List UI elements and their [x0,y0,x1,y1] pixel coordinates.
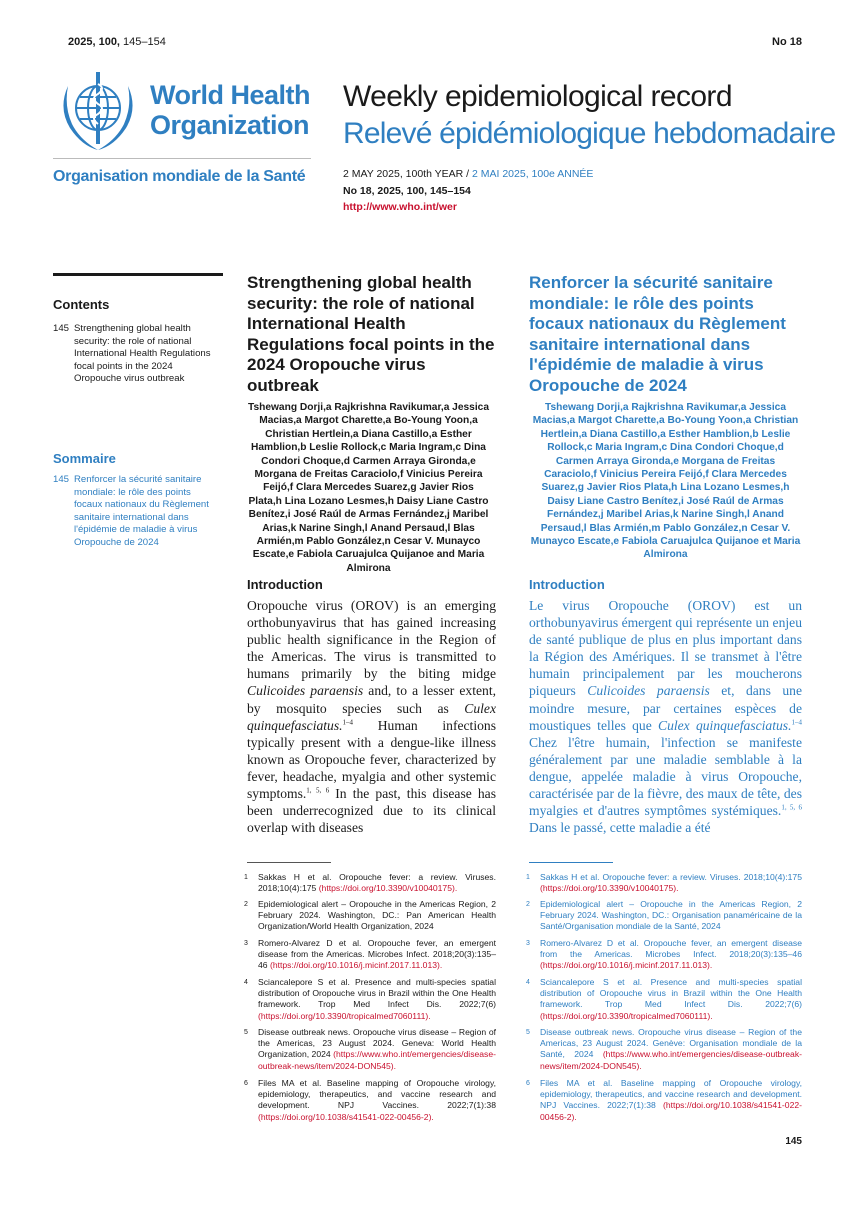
species-name: Culicoides paraensis [247,683,364,699]
footnote-text: Sakkas H et al. Oropouche fever: a review. Viruses. 2018;10(4):175 [258,872,496,894]
body-text: In the past, this disease has been underrecognized due to its clinical overlap with diseases [247,786,496,836]
footnote-number: 3 [526,940,530,947]
footnote-link[interactable]: (https://doi.org/10.1038/s41541-022-00456-2). [258,1111,434,1122]
sommaire-item-text: Renforcer la sécurité sanitaire mondiale: le rôle des points focaux nationaux du Règlement sanitaire international dans l'épidémie de maladie à virus Oropouche de 2024 [74,474,209,548]
footnote-text: Epidemiological alert – Oropouche in the Americas Region, 2 February 2024. Washington, DC.: Organisation panaméricaine de la Santé/Organisation mondiale de la Santé, 2024 [540,899,802,932]
footnote-link[interactable]: (https://doi.org/10.1016/j.micinf.2017.11.013). [540,960,713,971]
who-divider [53,158,311,159]
footnote-number: 6 [244,1080,248,1087]
footnote-text: Disease outbreak news. Oropouche virus disease – Region of the Americas, 23 August 2024. Geneva: World Health Organization, 2024 [258,1027,496,1060]
footnote-text: Romero-Alvarez D et al. Oropouche fever, an emergent disease from the Americas. Microbes Infect. 2018;20(3):135–46 [540,938,802,960]
footnote-link[interactable]: (https://www.who.int/emergencies/disease-outbreak-news/item/2024-DON545). [540,1049,802,1071]
footnote-text: Disease outbreak news. Oropouche virus disease – Region of the Americas, 23 August 2024. Genève: Organisation mondiale de la Santé, 2024 [540,1027,802,1060]
issue-info-left [68,36,166,48]
footnote [526,1027,802,1072]
sommaire-title: Sommaire [53,451,116,466]
footnote-rule-en [247,862,331,863]
footnote-link[interactable]: (https://www.who.int/emergencies/disease-outbreak-news/item/2024-DON545). [258,1049,496,1071]
body-text: Chez l'être humain, l'infection se manifeste généralement par une maladie semblable à la dengue, appelée maladie à virus Oropouche, caractérisée par de la fièvre, des maux de tête, des myalgies et d'autres symptômes systémiques. [529,734,802,819]
intro-body-en [247,597,496,836]
citation-ref: 1–4 [342,718,354,727]
section-heading-en: Introduction [247,577,323,592]
body-text: Human infections typically present with a dengue-like illness known as Oropouche fever, characterized by fever, headache, myalgia and other systemic symptoms. [247,717,496,802]
section-heading-fr: Introduction [529,577,605,592]
sommaire-item[interactable] [53,474,215,550]
who-name-line2: Organization [150,110,310,140]
contents-item[interactable] [53,323,213,386]
record-title-fr: Relevé épidémiologique hebdomadaire [343,117,836,150]
footnote [244,977,496,1022]
who-name-line1: World Health [150,80,311,110]
footnote [526,938,802,972]
footnote [244,1078,496,1123]
footnote-link[interactable]: (https://doi.org/10.3390/tropicalmed7060111). [258,1010,431,1021]
footnote [244,938,496,972]
species-name: Culicoides paraensis [587,683,710,699]
footnote [526,872,802,894]
contents-item-page: 145 [53,323,70,334]
record-issue: No 18, 2025, 100, 145–154 [343,185,471,197]
footnote [526,1078,802,1123]
record-url-link[interactable]: http://www.who.int/wer [343,201,457,213]
citation-ref: 1–4 [791,718,802,727]
intro-body-fr [529,597,802,836]
authors-en: Tshewang Dorji,a Rajkrishna Ravikumar,a Jessica Macias,a Margot Charette,a Bo-Young Yoon,a Christian Hertlein,a Diana Castillo,a Esther Hamblion,b Leslie Rollock,c Maria Ingram,c Dina Condori Choque,d Carmen Arraya Gironda,e Morgana de Freitas Caraciolo,f Vinicius Pereira Feijó,f Clara Mercedes Suarez,g Javier Rios Plata,h Lina Lozano Lesmes,h Daisy Liane Castro Benítez,i José Raúl de Armas Fernández,j Maribel Arias,k Narine Singh,l Anand Persaud,l Blas Armién,m Pablo González,n Cesar V. Munayco Escate,e Fabiola Caruajulca Quijanoe and Maria Almirona [247,402,490,574]
footnote-number: 2 [526,901,530,908]
article-title-fr: Renforcer la sécurité sanitaire mondiale: le rôle des points focaux nationaux du Règlement sanitaire international dans l'épidémie de maladie à virus Oropouche de 2024 [529,273,786,395]
footnote-number: 1 [244,874,248,881]
footnote-number: 5 [526,1029,530,1036]
issue-number: No 18 [772,36,802,48]
footnote [244,1027,496,1072]
body-text: Oropouche virus (OROV) is an emerging orthobunyavirus that has gained increasing public health significance in the Region of the Americas. The virus is transmitted to humans primarily by the biting midge [247,598,496,682]
record-title-en: Weekly epidemiological record [343,80,732,113]
footnote-text: Epidemiological alert – Oropouche in the Americas Region, 2 February 2024. Washington, DC.: Pan American Health Organization/World Health Organization, 2024 [258,899,496,932]
species-name: Culex quinquefasciatus. [658,717,792,733]
footnote-number: 6 [526,1080,530,1087]
citation-ref: 1, 5, 6 [781,803,803,812]
footnote-number: 2 [244,901,248,908]
contents-title: Contents [53,297,110,312]
citation-ref: 1, 5, 6 [306,786,330,795]
body-text: and, to a lesser extent, by mosquito species such as [247,683,496,716]
footnote-link[interactable]: (https://doi.org/10.3390/tropicalmed7060111). [540,1010,713,1021]
footnote-number: 4 [526,979,530,986]
footnote [526,977,802,1022]
footnote-number: 4 [244,979,248,986]
issue-volume: 2025, 100, [68,36,120,48]
footnote-text: Files MA et al. Baseline mapping of Oropouche virology, epidemiology, therapeutics, and vaccine research and development. NPJ Vaccines. 2022;7(1):38 [540,1078,802,1111]
footnote-rule-fr [529,862,613,863]
sommaire-item-page: 145 [53,474,70,485]
who-name-fr: Organisation mondiale de la Santé [53,168,306,185]
who-name [150,80,310,140]
authors-fr: Tshewang Dorji,a Rajkrishna Ravikumar,a Jessica Macias,a Margot Charette,a Bo-Young Yoon,a Christian Hertlein,a Diana Castillo,a Esther Hamblion,b Leslie Rollock,c Maria Ingram,c Dina Condori Choque,d Carmen Arraya Gironda,e Morgana de Freitas Caraciolo,f Vinicius Pereira Feijó,f Clara Mercedes Suarez,g Javier Rios Plata,h Lina Lozano Lesmes,h Daisy Liane Castro Benítez,i José Raúl de Armas Fernández,j Maribel Arias,k Narine Singh,l Anand Persaud,l Blas Armién,m Pablo González,n Cesar V. Munayco Escate,e Fabiola Caruajulca Quijanoe et Maria Almirona [530,402,801,561]
record-date-fr: 2 MAI 2025, 100e ANNÉE [472,168,594,180]
record-date [343,168,593,180]
footnote-link[interactable]: (https://doi.org/10.1016/j.micinf.2017.11.013). [269,960,443,971]
footnote-link[interactable]: (https://doi.org/10.1038/s41541-022-00456-2). [540,1100,802,1122]
body-text: Le virus Oropouche (OROV) est un orthobunyavirus émergent qui représente un enjeu de santé publique de plus en plus important dans la Région des Amériques. Il se transmet à l'être humain principalement par les moucherons piqueurs [529,598,802,699]
body-text: et, dans une moindre mesure, par certaines espèces de moustiques telles que [529,683,802,733]
footnote-number: 1 [526,874,530,881]
footnote-number: 5 [244,1029,248,1036]
footnote [526,899,802,933]
species-name: Culex quinquefasciatus. [247,700,496,733]
footnote-number: 3 [244,940,248,947]
footnote-link[interactable]: (https://doi.org/10.3390/v10040175). [540,883,679,894]
page-number: 145 [785,1136,802,1147]
contents-rule [53,273,223,276]
footnote-text: Files MA et al. Baseline mapping of Oropouche virology, epidemiology, therapeutics, and vaccine research and development. NPJ Vaccines. 2022;7(1):38 [258,1078,496,1111]
record-date-en: 2 MAY 2025, 100th YEAR / [343,168,472,180]
body-text: Dans le passé, cette maladie a été [529,820,711,836]
footnote-link[interactable]: (https://doi.org/10.3390/v10040175). [318,883,458,894]
contents-item-text: Strengthening global health security: the role of national International Health Regulations focal points in the 2024 Oropouche virus outbreak [74,323,211,385]
who-emblem-icon [52,66,144,158]
footnote-text: Sciancalepore S et al. Presence and multi-species spatial distribution of Oropouche virus in Brazil within the One Health framework. Trop Med Infect Dis. 2022;7(6) [258,977,496,1010]
article-title-en: Strengthening global health security: the role of national International Health Regulations focal points in the 2024 Oropouche virus outbreak [247,273,495,395]
footnote-text: Sciancalepore S et al. Presence and multi-species spatial distribution of Oropouche virus in Brazil within the One Health framework. Trop Med Infect Dis. 2022;7(6) [540,977,802,1010]
footnote [244,899,496,933]
issue-pages: 145–154 [120,36,166,48]
footnote [244,872,496,894]
footnote-text: Sakkas H et al. Oropouche fever: a review. Viruses. 2018;10(4):175 [540,872,802,882]
footnote-text: Romero-Alvarez D et al. Oropouche fever, an emergent disease from the Americas. Microbes Infect. 2018;20(3):135–46 [258,938,496,971]
